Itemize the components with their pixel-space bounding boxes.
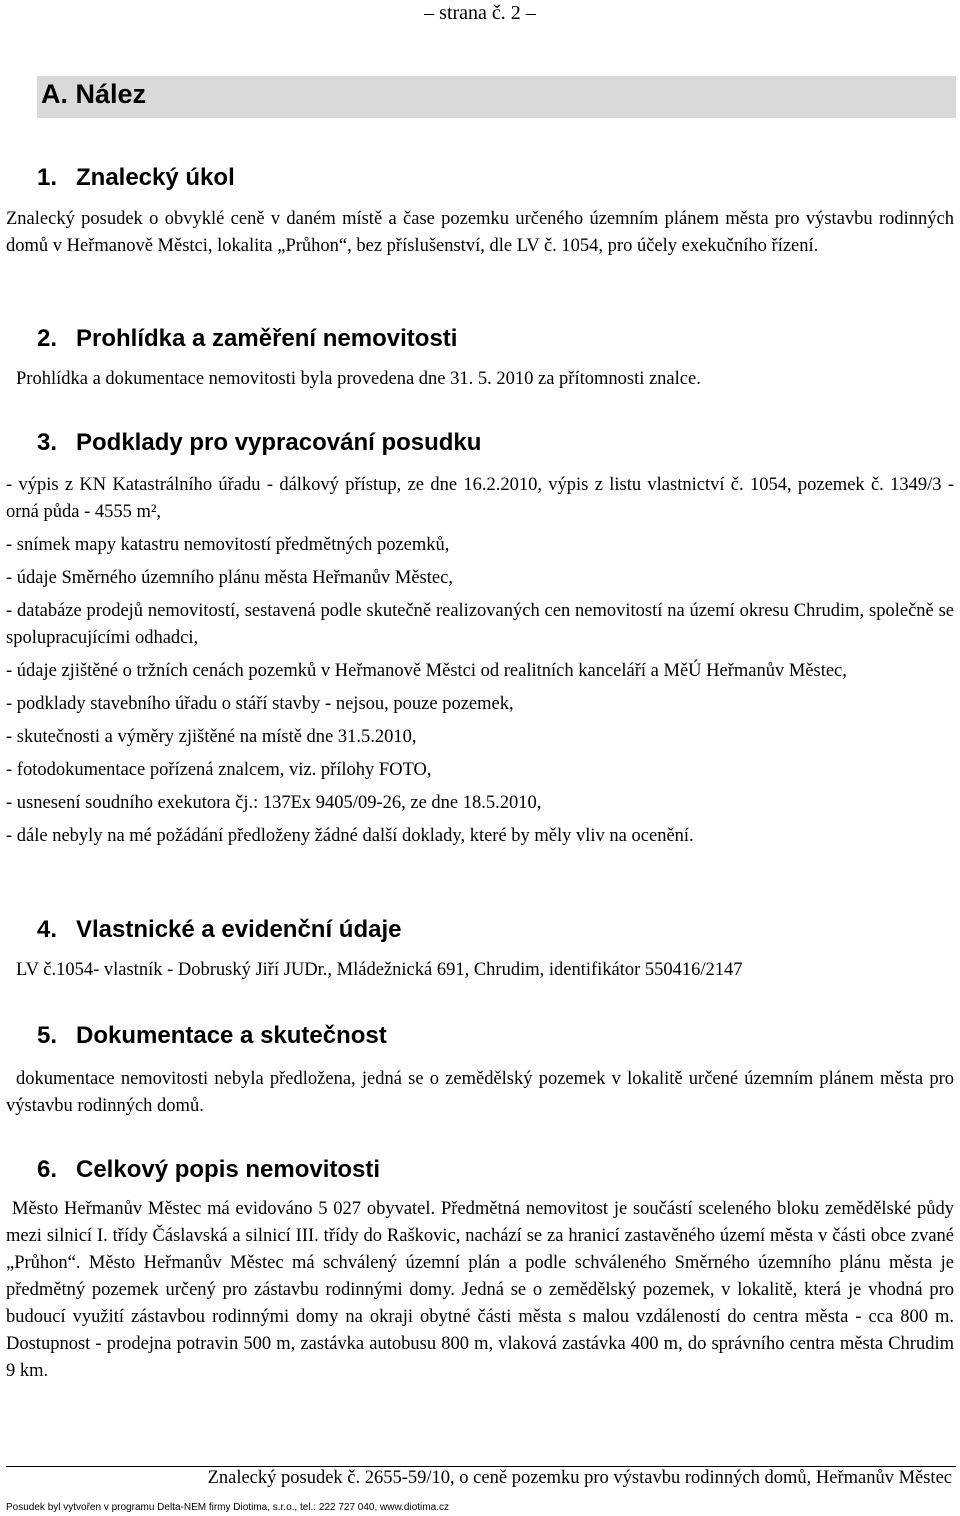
section-1-number: 1. — [37, 164, 58, 191]
section-4-number: 4. — [37, 916, 58, 943]
source-item: - údaje zjištěné o tržních cenách pozemků v Heřmanově Městci od realitních kanceláří a MěÚ Heřmanův Městec, — [6, 661, 847, 681]
page-number: – strana č. 2 – — [424, 2, 536, 24]
section-3-heading — [37, 429, 481, 457]
source-item: - výpis z KN Katastrálního úřadu - dálkový přístup, ze dne 16.2.2010, výpis z listu vlastnictví č. 1054, pozemek č. 1349/3 - orná půda - 4555 m², — [6, 475, 954, 522]
section-5-text: dokumentace nemovitosti nebyla předložena, jedná se o zemědělský pozemek v lokalitě určené územním plánem města pro výstavbu rodinných domů. — [6, 1069, 954, 1116]
source-item: - podklady stavebního úřadu o stáří stavby - nejsou, pouze pozemek, — [6, 694, 514, 714]
section-6-heading — [37, 1156, 380, 1184]
footer-note: Posudek byl vytvořen v programu Delta-NEM firmy Diotima, s.r.o., tel.: 222 727 040, www.diotima.cz — [6, 1502, 449, 1513]
section-4-text: LV č.1054- vlastník - Dobruský Jiří JUDr., Mládežnická 691, Chrudim, identifikátor 550416/2147 — [16, 960, 743, 980]
source-item: - fotodokumentace pořízená znalcem, viz. přílohy FOTO, — [6, 760, 432, 780]
section-5-heading — [37, 1022, 387, 1050]
chapter-title: A. Nález — [41, 79, 147, 109]
section-3-number: 3. — [37, 429, 58, 456]
source-item: - skutečnosti a výměry zjištěné na místě dne 31.5.2010, — [6, 727, 417, 747]
section-6-text: Město Heřmanův Městec má evidováno 5 027 obyvatel. Předmětná nemovitost je součástí sceleného bloku zemědělské půdy mezi silnicí I. třídy Čáslavská a silnicí III. třídy do Raškovic, nachází se za hranicí zastavěného území města v části obce zvané „Průhon“. Město Heřmanův Městec má schválený územní plán a podle schváleného Směrného územního plánu města je předmětný pozemek určený pro zástavbu rodinnými domy. Jedná se o zemědělský pozemek, v lokalitě, která je vhodná pro budoucí využití zástavbou rodinnými domy na okraji obytné části města s malou vzdáleností do centra města - cca 800 m. Dostupnost - prodejna potravin 500 m, zastávka autobusu 800 m, vlaková zastávka 400 m, do správního centra města Chrudim 9 km. — [6, 1199, 954, 1381]
section-6-title: Celkový popis nemovitosti — [76, 1156, 381, 1183]
section-2-title: Prohlídka a zaměření nemovitosti — [76, 325, 458, 352]
footer-title: Znalecký posudek č. 2655-59/10, o ceně pozemku pro výstavbu rodinných domů, Heřmanův Městec — [207, 1468, 952, 1488]
section-1-title: Znalecký úkol — [76, 164, 235, 191]
section-6-number: 6. — [37, 1156, 58, 1183]
footer-divider — [6, 1466, 956, 1467]
source-item: - údaje Směrného územního plánu města Heřmanův Městec, — [6, 568, 453, 588]
section-1-heading — [37, 164, 235, 192]
section-4-title: Vlastnické a evidenční údaje — [76, 916, 402, 943]
section-5-number: 5. — [37, 1022, 58, 1049]
chapter-heading-bar — [37, 76, 956, 118]
section-5-title: Dokumentace a skutečnost — [76, 1022, 387, 1049]
section-2-text: Prohlídka a dokumentace nemovitosti byla provedena dne 31. 5. 2010 za přítomnosti znalce. — [16, 369, 701, 389]
source-item: - dále nebyly na mé požádání předloženy žádné další doklady, které by měly vliv na ocenění. — [6, 826, 694, 846]
section-2-heading — [37, 325, 457, 353]
source-item: - usnesení soudního exekutora čj.: 137Ex 9405/09-26, ze dne 18.5.2010, — [6, 793, 542, 813]
source-list — [6, 472, 954, 856]
section-1-text: Znalecký posudek o obvyklé ceně v daném místě a čase pozemku určeného územním plánem města pro výstavbu rodinných domů v Heřmanově Městci, lokalita „Průhon“, bez příslušenství, dle LV č. 1054, pro účely exekučního řízení. — [6, 209, 954, 256]
section-2-number: 2. — [37, 325, 58, 352]
source-item: - databáze prodejů nemovitostí, sestavená podle skutečně realizovaných cen nemovitostí na území okresu Chrudim, společně se spolupracujícími odhadci, — [6, 601, 954, 648]
section-4-heading — [37, 916, 401, 944]
source-item: - snímek mapy katastru nemovitostí předmětných pozemků, — [6, 535, 450, 555]
section-3-title: Podklady pro vypracování posudku — [76, 429, 482, 456]
